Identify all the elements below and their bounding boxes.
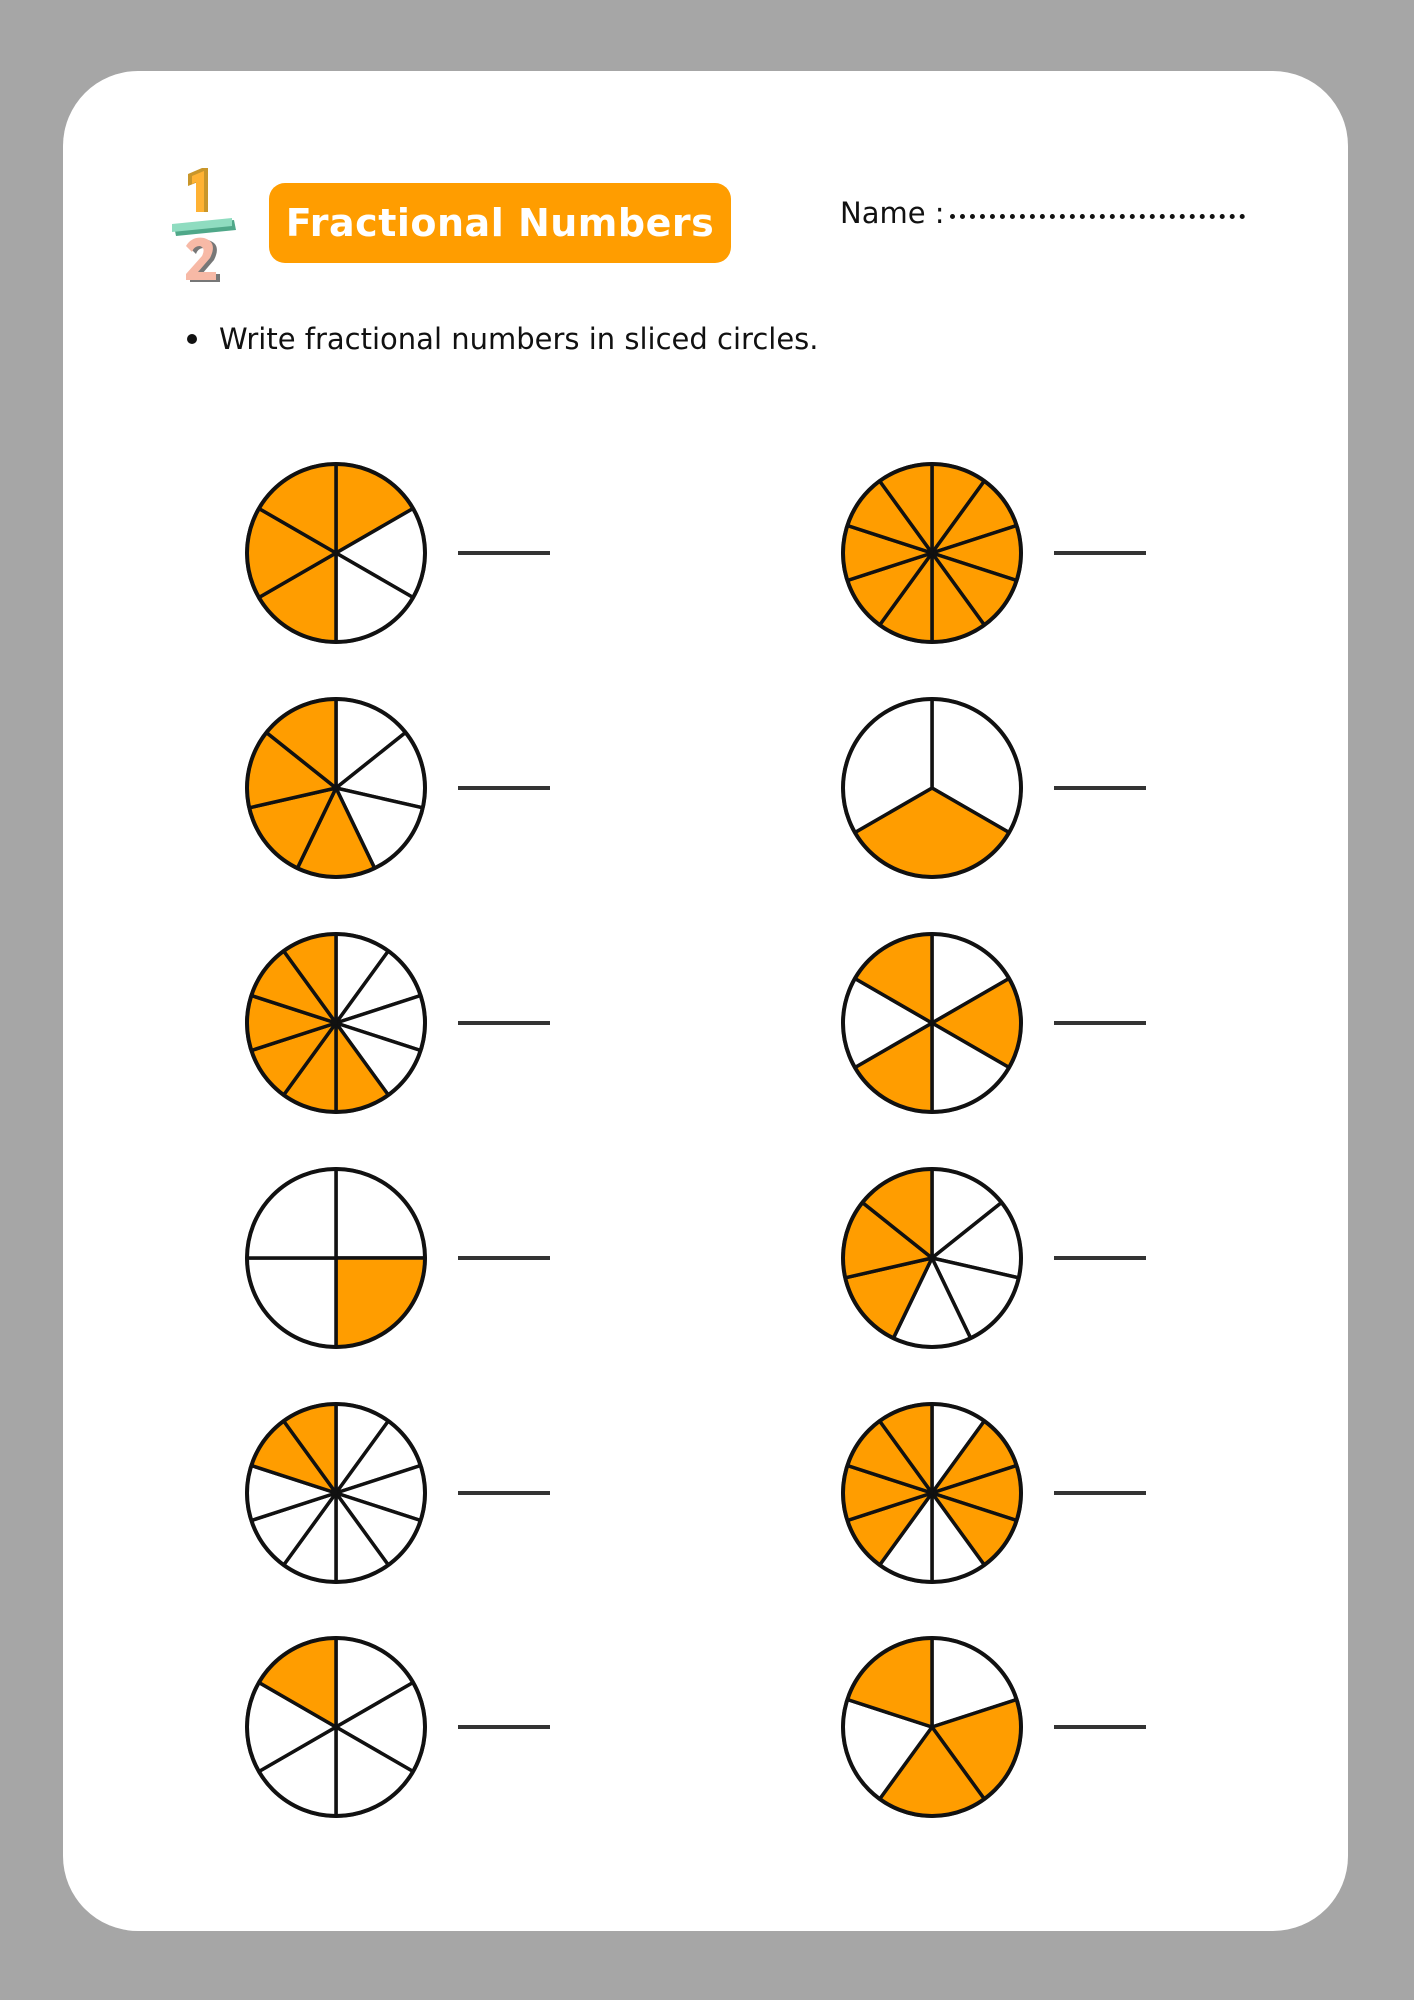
sliced-circle-12 <box>838 1633 1026 1821</box>
sliced-circle-7 <box>242 1164 430 1352</box>
page-title: Fractional Numbers <box>285 201 715 245</box>
answer-line-9[interactable] <box>458 1491 550 1495</box>
sliced-circle-11 <box>242 1633 430 1821</box>
instruction-text: Write fractional numbers in sliced circles. <box>219 322 819 356</box>
bullet-icon <box>187 334 197 344</box>
answer-line-2[interactable] <box>1054 551 1146 555</box>
answer-line-3[interactable] <box>458 786 550 790</box>
sliced-circle-10 <box>838 1399 1026 1587</box>
sliced-circle-9 <box>242 1399 430 1587</box>
answer-line-11[interactable] <box>458 1725 550 1729</box>
sliced-circle-6 <box>838 929 1026 1117</box>
answer-line-10[interactable] <box>1054 1491 1146 1495</box>
sliced-circle-1 <box>242 459 430 647</box>
sliced-circle-5 <box>242 929 430 1117</box>
sliced-circle-8 <box>838 1164 1026 1352</box>
sliced-circle-2 <box>838 459 1026 647</box>
answer-line-12[interactable] <box>1054 1725 1146 1729</box>
name-field[interactable] <box>950 214 1245 219</box>
answer-line-7[interactable] <box>458 1256 550 1260</box>
title-badge <box>269 183 731 263</box>
answer-line-5[interactable] <box>458 1021 550 1025</box>
fraction-one-half-icon <box>172 168 238 286</box>
instruction <box>187 322 818 356</box>
answer-line-1[interactable] <box>458 551 550 555</box>
answer-line-6[interactable] <box>1054 1021 1146 1025</box>
name-label: Name : <box>840 196 945 230</box>
answer-line-4[interactable] <box>1054 786 1146 790</box>
sliced-circle-4 <box>838 694 1026 882</box>
sliced-circle-3 <box>242 694 430 882</box>
answer-line-8[interactable] <box>1054 1256 1146 1260</box>
